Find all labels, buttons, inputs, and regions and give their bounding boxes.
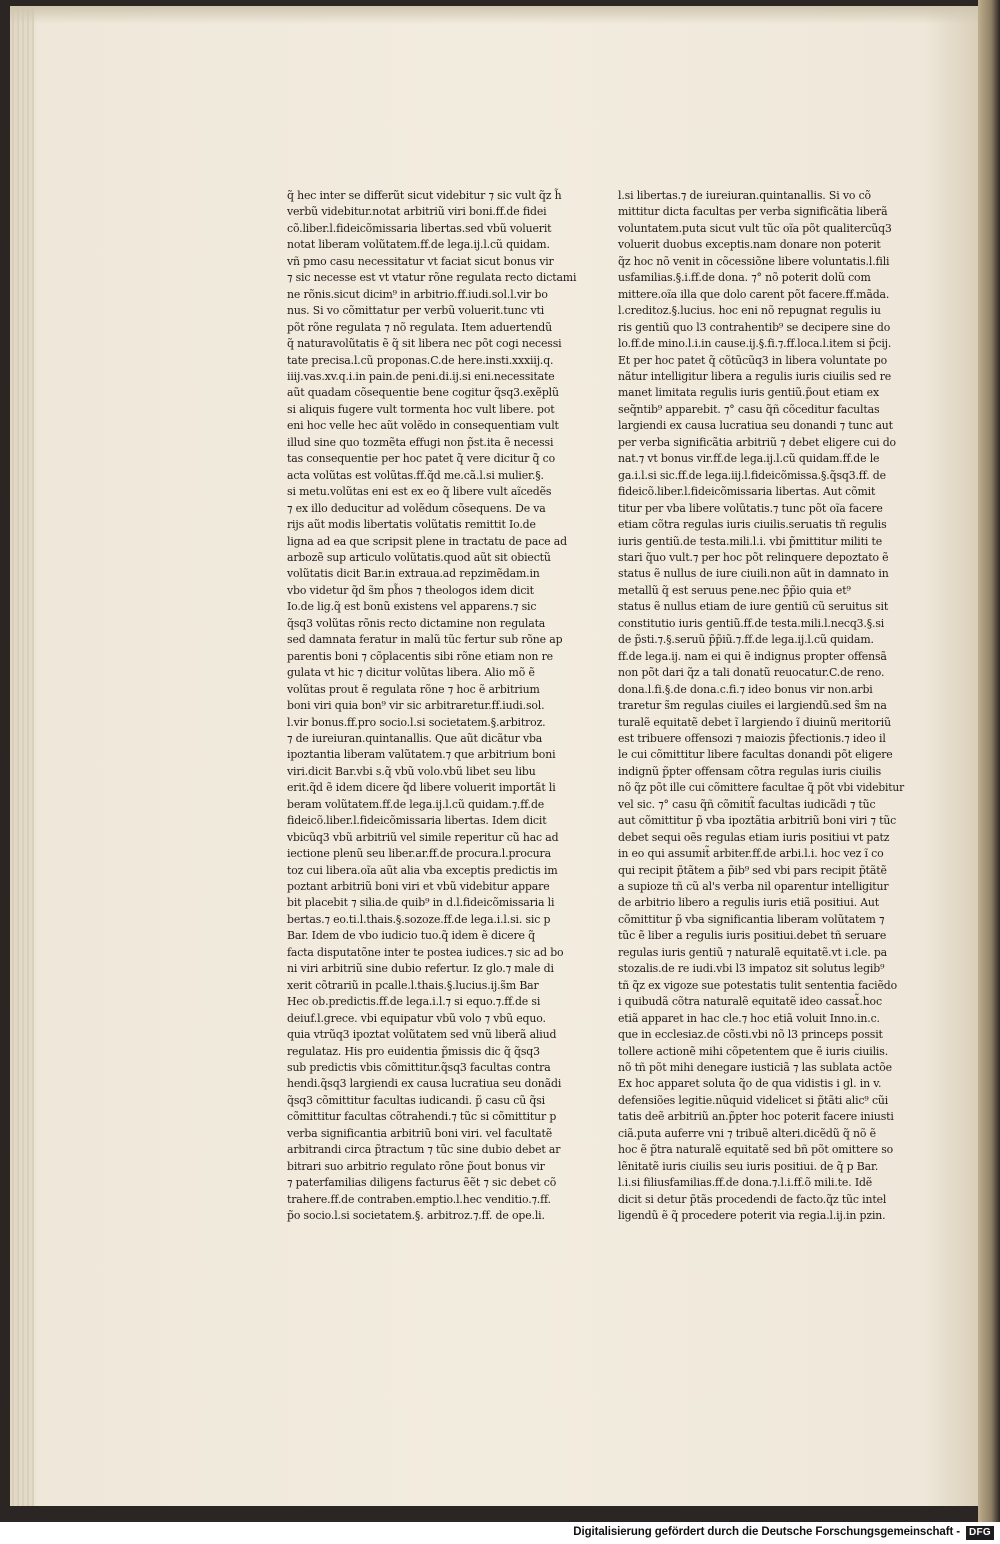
right-column-line: qui recipit p̃tãtem a p̃ib⁹ sed vbi pars recipit p̃tãtẽ [618, 863, 887, 877]
right-column-line: in eo qui assumit̃ arbiter.ff.de arbi.l.i. hoc vez ĩ co [618, 847, 884, 861]
left-column-line: erit.q̃d ẽ idem dicere q̃d libere voluerit importãt li [287, 781, 556, 795]
left-column-line: sub predictis vbis cõmittitur.q̃sq3 facultas contra [287, 1061, 551, 1075]
left-column-line: gulata vt hic ⁊ dicitur volũtas libera. Alio mõ ẽ [287, 666, 535, 680]
left-column-line: sed damnata feratur in malũ tũc fertur sub rõne ap [287, 633, 563, 647]
right-column-line: ga.i.l.si sic.ff.de lega.iij.l.fideicõmissa.§.q̃sq3.ff. de [618, 468, 886, 482]
right-column-line: ff.de lega.ij. nam ei qui ẽ indignus propter offensã [618, 649, 887, 663]
right-column-line: vel sic. ⁊° casu q̃ñ cõmitit̃ facultas iudicãdi ⁊ tũc [618, 797, 876, 811]
dfg-logo: DFG [966, 1526, 994, 1540]
left-column-line: l.vir bonus.ff.pro socio.l.si societatem.§.arbitroz. [287, 715, 546, 729]
right-column-line: non põt dari q̃z a tali donatũ reuocatur.C.de reno. [618, 666, 885, 680]
left-column-line: vbo videtur q̃d s̃m ph̃os ⁊ theologos idem dicit [287, 583, 534, 597]
right-column-line: stari q̃uo vult.⁊ per hoc põt relinquere depoztato ẽ [618, 550, 889, 564]
right-column-line: ciã.puta auferre vni ⁊ tribuẽ alteri.dicẽdũ q̃ nõ ẽ [618, 1126, 876, 1140]
right-column-line: seq̃ntib⁹ apparebit. ⁊° casu q̃ñ cõceditur facultas [618, 402, 880, 416]
left-column-line: si aliquis fugere vult tormenta hoc vult libere. pot [287, 402, 555, 416]
right-column-line: traretur s̃m regulas ciuiles ei largiendũ.sed s̃m na [618, 699, 887, 713]
left-column-line: bitrari suo arbitrio regulato rõne p̃out bonus vir [287, 1159, 545, 1173]
right-column-line: l.creditoz.§.lucius. hoc eni nõ repugnat regulis iu [618, 304, 881, 318]
left-column-line: p̃o socio.l.si societatem.§. arbitroz.⁊.ff. de ope.li. [287, 1209, 545, 1223]
right-column-line: cõmittitur p̃ vba significantia liberam volũtatem ⁊ [618, 912, 885, 926]
right-column-line: aut cõmittitur p̃ vba ipoztãtia arbitriũ boni viri ⁊ tũc [618, 814, 897, 828]
left-column-line: arbozẽ sup articulo volũtatis.quod aũt sit obiectũ [287, 550, 551, 564]
right-column-line: titur per vba libere volũtatis.⁊ tunc põt oĩa facere [618, 501, 883, 515]
right-column-line: mittitur dicta facultas per verba significãtia liberã [618, 205, 888, 219]
left-column-line: vñ pmo casu necessitatur vt faciat sicut bonus vir [287, 254, 554, 268]
right-column-line: iuris gentiũ.de testa.mili.l.i. vbi p̃mittitur militi te [618, 534, 883, 548]
left-column-line: tate precisa.l.cũ proponas.C.de here.insti.xxxiij.q. [287, 353, 554, 367]
right-column-line: dona.l.fi.§.de dona.c.fi.⁊ ideo bonus vir non.arbi [618, 682, 873, 696]
left-column-line: boni viri quia bon⁹ vir sic arbitraretur.ff.iudi.sol. [287, 699, 545, 713]
right-column-line: etiã apparet in hac cle.⁊ hoc etiã voluit Inno.in.c. [618, 1011, 880, 1025]
left-column-line: illud sine quo tozmẽta effugi non p̃st.ita ẽ necessi [287, 435, 554, 449]
right-column-line: l.i.si filiusfamilias.ff.de dona.⁊.l.i.ff.õ mili.te. Idẽ [618, 1176, 873, 1190]
right-column-line: status ẽ nullus etiam de iure gentiũ cũ seruitus sit [618, 600, 889, 614]
left-column-line: hendi.q̃sq3 largiendi ex causa lucratiua seu donãdi [287, 1077, 562, 1091]
right-column-line: que in ecclesiaz.de cõsti.vbi nõ l3 princeps possit [618, 1028, 883, 1042]
right-column-line: metallũ q̃ est seruus pene.nec p̃p̃io quia et⁹ [618, 583, 851, 597]
left-column-line: ni viri arbitriũ sine dubio refertur. Iz glo.⁊ male di [287, 962, 554, 976]
left-column-line: ⁊ de iureiuran.quintanallis. Que aũt dicãtur vba [287, 731, 543, 745]
right-column-line: status ẽ nullus de iure ciuili.non aũt in damnato in [618, 567, 889, 581]
left-column-line: iiij.vas.xv.q.i.in pain.de peni.di.ij.si eni.necessitate [287, 369, 555, 383]
right-column-line: nat.⁊ vt bonus vir.ff.de lega.ij.l.cũ quidam.ff.de le [618, 452, 880, 466]
right-column-line: constitutio iuris gentiũ.ff.de testa.mili.l.necq3.§.si [618, 616, 885, 630]
left-column-line: cõmittitur facultas cõtrahendi.⁊ tũc si cõmittitur p [287, 1110, 557, 1124]
left-column-line: tas consequentie per hoc patet q̃ vere dicitur q̃ co [287, 452, 556, 466]
right-column-line: tũc ẽ liber a regulis iuris positiui.debet tñ seruare [618, 929, 887, 943]
right-column-line: ris gentiũ quo l3 contrahentib⁹ se decipere sine do [618, 320, 891, 334]
right-column-line: l.si libertas.⁊ de iureiuran.quintanallis. Si vo cõ [618, 189, 871, 202]
left-column-line: beram volũtatem.ff.de lega.ij.l.cũ quidam.⁊.ff.de [287, 797, 545, 811]
right-column-line: de p̃sti.⁊.§.seruũ p̃p̃iũ.⁊.ff.de lega.ij.l.cũ quidam. [618, 633, 874, 647]
right-column-line: turalẽ equitatẽ debet ĩ largiendo ĩ diuinũ meritoriũ [618, 715, 891, 729]
right-column-line: nõ q̃z põt ille cui cõmittere facultae q̃ põt vbi videbitur [618, 781, 905, 795]
right-column-line: voluerit duobus exceptis.nam donare non poterit [618, 238, 881, 252]
right-column-line: a supioze tñ cũ al's verba nil oparentur intelligitur [618, 880, 889, 894]
left-column-line: rijs aũt modis libertatis volũtatis remittit Io.de [287, 518, 536, 532]
left-column-line: deiuf.l.grece. vbi equipatur vbũ volo ⁊ vbũ equo. [287, 1011, 546, 1025]
left-column-line: vbicũq3 vbũ arbitriũ vel simile reperitur cũ hac ad [287, 830, 559, 844]
right-column-line: Et per hoc patet q̃ cõtũcũq3 in libera voluntate po [618, 353, 887, 367]
left-column-line: regulataz. His pro euidentia p̃missis dic q̃ q̃sq3 [287, 1044, 540, 1058]
right-column-line: lẽnitatẽ iuris ciuilis seu iuris positiui. de q̃ p Bar. [618, 1159, 879, 1173]
left-column-line: toz cui libera.oĩa aũt alia vba exceptis predictis im [287, 863, 558, 877]
right-column-line: ligendũ ẽ q̃ procedere poterit via regia.l.ij.in pzin. [618, 1209, 886, 1223]
right-column-line: usfamilias.§.i.ff.de dona. ⁊° nõ poterit dolũ com [618, 271, 871, 285]
left-column-line: si metu.volũtas eni est ex eo q̃ libere vult aĩcedẽs [287, 485, 552, 499]
left-column-line: bertas.⁊ eo.ti.l.thais.§.sozoze.ff.de lega.i.l.si. sic p [287, 912, 551, 926]
left-column-line: ⁊ ex illo deducitur ad volẽdum cõsequens. De va [287, 501, 546, 515]
book-binding-edge [978, 0, 1000, 1522]
right-column-line: mittere.oĩa illa que dolo carent põt facere.ff.mãda. [618, 287, 890, 301]
right-column-line: est tribuere offensozi ⁊ maiozis p̃fectionis.⁊ ideo il [618, 731, 886, 745]
right-column-line: i quibudã cõtra naturalẽ equitatẽ ideo cassat̃.hoc [618, 995, 882, 1009]
left-column-line: parentis boni ⁊ cõplacentis sibi rõne etiam non re [287, 649, 553, 663]
left-column-line: põt rõne regulata ⁊ nõ regulata. Item aduertendũ [287, 320, 552, 334]
left-column-line: nus. Si vo cõmittatur per verbũ voluerit.tunc vti [287, 304, 545, 318]
left-column-line: verba significantia arbitriũ boni viri. vel facultatẽ [287, 1126, 553, 1140]
right-column-line: tollere actionẽ mihi cõpetentem que ẽ iuris ciuilis. [618, 1044, 889, 1058]
right-column-line: q̃z hoc nõ venit in cõcessiõne libere voluntatis.l.fili [618, 254, 890, 268]
right-column-line: hoc ẽ p̃tra naturalẽ equitatẽ sed bñ põt omittere so [618, 1143, 894, 1157]
left-column-line: q̃ naturavolũtatis ẽ q̃ sit libera nec põt cogi necessi [287, 337, 562, 351]
left-column-line: ligna ad ea que scripsit plene in tractatu de pace ad [287, 534, 567, 548]
left-column-line: xerit cõtrariũ in pcalle.l.thais.§.lucius.ij.s̃m Bar [287, 978, 539, 992]
left-column-line: viri.dicit Bar.vbi s.q̃ vbũ volo.vbũ libet seu libu [287, 764, 536, 778]
left-column-line: arbitrandi circa p̃tractum ⁊ tũc sine dubio debet ar [287, 1143, 561, 1157]
right-column-line: debet sequi oẽs regulas etiam iuris positiui vt patz [618, 830, 890, 844]
right-column-line: lo.ff.de mino.l.i.in cause.ij.§.fi.⁊.ff.loca.l.item si p̃cij. [618, 337, 892, 351]
left-column-line: facta disputatõne inter te postea iudices.⁊ sic ad bo [287, 945, 564, 959]
left-column-line: Io.de lig.q̃ est bonũ existens vel apparens.⁊ sic [287, 600, 537, 614]
right-text-column [618, 188, 904, 1225]
right-column-line: fideicõ.liber.l.fideicõmissaria libertas. Aut cõmit [618, 485, 876, 499]
left-column-line: q̃sq3 cõmittitur facultas iudicandi. p̃ casu cũ q̃si [287, 1093, 546, 1107]
right-column-line: regulas iuris gentiũ ⁊ naturalẽ equitatẽ.vt i.cle. pa [618, 945, 887, 959]
footer-bar [0, 1522, 1000, 1544]
left-text-column [287, 188, 577, 1225]
left-column-line: iectione plenũ seu liber.ar.ff.de procura.l.procura [287, 847, 551, 861]
left-column-line: volũtas prout ẽ regulata rõne ⁊ hoc ẽ arbitrium [287, 682, 540, 696]
right-column-line: per verba significãtia arbitriũ ⁊ debet eligere cui do [618, 435, 896, 449]
right-column-line: de arbitrio libero a regulis iuris etiã positiui. Aut [618, 896, 880, 910]
left-column-line: acta volũtas est volũtas.ff.q̃d me.cã.l.si mulier.§. [287, 468, 544, 482]
right-column-line: voluntatem.puta sicut vult tũc oĩa põt qualitercũq3 [618, 221, 892, 235]
left-column-line: Bar. Idem de vbo iudicio tuo.q̃ idem ẽ dicere q̃ [287, 929, 535, 943]
left-column-line: fideicõ.liber.l.fideicõmissaria libertas. Idem dicit [287, 814, 547, 828]
left-column-line: Hec ob.predictis.ff.de lega.i.l.⁊ si equo.⁊.ff.de si [287, 995, 541, 1009]
right-column-line: Ex hoc apparet soluta q̃o de qua vidistis i gl. in v. [618, 1077, 882, 1091]
right-column-line: manet limitata regulis iuris gentiũ.p̃out etiam ex [618, 386, 879, 400]
left-column-line: eni hoc velle hec aũt volẽdo in consequentiam vult [287, 419, 559, 433]
left-column-line: verbũ videbitur.notat arbitriũ viri boni.ff.de fidei [287, 205, 547, 219]
left-column-line: quia vtrũq3 ipoztat volũtatem sed vnũ liberã aliud [287, 1028, 557, 1042]
left-column-line: ne rõnis.sicut dicim⁹ in arbitrio.ff.iudi.sol.l.vir bo [287, 287, 548, 301]
left-column-line: ⁊ paterfamilias diligens facturus ẽẽt ⁊ sic debet cõ [287, 1176, 557, 1190]
left-column-line: notat liberam volũtatem.ff.de lega.ij.l.cũ quidam. [287, 238, 550, 252]
left-column-line: ⁊ sic necesse est vt vtatur rõne regulata recto dictami [287, 271, 577, 285]
left-column-line: ipoztantia liberam valũtatem.⁊ que arbitrium boni [287, 748, 556, 762]
right-column-line: nãtur intelligitur libera a regulis iuris ciuilis sed re [618, 369, 892, 383]
right-column-line: le cui cõmittitur libere facultas donandi põt eligere [618, 748, 893, 762]
right-column-line: stozalis.de re iudi.vbi l3 impatoz sit solutus legib⁹ [618, 962, 885, 976]
footer-funding-text: Digitalisierung gefördert durch die Deutsche Forschungsgemeinschaft - [573, 1526, 960, 1538]
right-column-line: defensiões legitie.nũquid videlicet si p̃tãti alic⁹ cũi [618, 1093, 889, 1107]
right-column-line: etiam cõtra regulas iuris ciuilis.seruatis tñ regulis [618, 518, 887, 532]
left-column-line: aũt quadam cõsequentie bene cogitur q̃sq3.exẽplũ [287, 386, 559, 400]
left-column-line: q̃ hec inter se differũt sicut videbitur ⁊ sic vult q̃z h̃ [287, 189, 562, 202]
right-column-line: dicit si detur p̃tãs procedendi de facto.q̃z tũc intel [618, 1192, 887, 1206]
left-column-line: bit placebit ⁊ silia.de quib⁹ in d.l.fideicõmissaria li [287, 896, 555, 910]
page-edges [10, 6, 34, 1506]
right-column-line: indignũ p̃pter offensam cõtra regulas iuris ciuilis [618, 764, 882, 778]
left-column-line: trahere.ff.de contraben.emptio.l.hec venditio.⁊.ff. [287, 1192, 551, 1206]
right-column-line: tñ q̃z ex vigoze sue potestatis tulit sententia faciẽdo [618, 978, 897, 992]
left-column-line: q̃sq3 volũtas rõnis recto dictamine non regulata [287, 616, 546, 630]
right-column-line: tatis deẽ arbitriũ an.p̃pter hoc poterit facere iniusti [618, 1110, 894, 1124]
left-column-line: poztant arbitriũ boni viri et vbũ videbitur appare [287, 880, 550, 894]
right-column-line: nõ tñ põt mihi denegare iusticiã ⁊ las sublata actõe [618, 1061, 892, 1075]
right-column-line: largiendi ex causa lucratiua seu donandi ⁊ tunc aut [618, 419, 893, 433]
left-column-line: volũtatis dicit Bar.in extraua.ad repzimẽdam.in [287, 567, 540, 581]
left-column-line: cõ.liber.l.fideicõmissaria libertas.sed vbũ voluerit [287, 221, 552, 235]
page-top-shadow [10, 6, 982, 24]
